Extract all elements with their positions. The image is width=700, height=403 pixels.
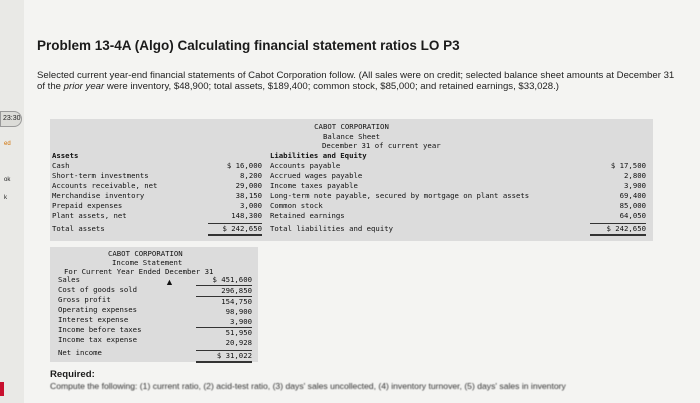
- bs-date: December 31 of current year: [322, 141, 441, 150]
- income-value: 296,850: [196, 285, 252, 296]
- income-values: [196, 275, 252, 363]
- liability-label: Long-term note payable, secured by mortgage on plant assets: [270, 191, 530, 200]
- liability-label: Accrued wages payable: [270, 171, 363, 180]
- required-text: Compute the following: (1) current ratio, (2) acid-test ratio, (3) days' sales uncollected, (4) inventory turnover, (5) days' sales in inventory: [50, 381, 566, 391]
- income-value: 98,900: [225, 307, 252, 316]
- problem-title: Problem 13-4A (Algo) Calculating financial statement ratios LO P3: [37, 38, 460, 53]
- assets-heading: Assets: [52, 151, 79, 160]
- income-label: Income before taxes: [58, 325, 142, 334]
- liability-value: 3,900: [624, 181, 646, 190]
- asset-label: Merchandise inventory: [52, 191, 145, 200]
- income-label: Interest expense: [58, 315, 129, 324]
- intro-text-2: were inventory, $48,900; total assets, $189,400; common stock, $85,000; and retained earnings, $33,028.): [104, 81, 559, 92]
- total-assets-label: Total assets: [52, 224, 105, 233]
- assets-labels: [52, 151, 157, 234]
- liabilities-heading: Liabilities and Equity: [270, 151, 367, 160]
- intro-text-1: Selected current year-end financial statements of Cabot Corporation follow. (All sales were on credit; selected balance sheet amounts at December 31 of the: [37, 70, 675, 92]
- net-income-value: $ 31,022: [196, 350, 252, 363]
- total-liabilities-value: $ 242,650: [590, 223, 646, 236]
- asset-label: Short-term investments: [52, 171, 149, 180]
- asset-label: Prepaid expenses: [52, 201, 123, 210]
- income-value: $ 451,600: [212, 275, 252, 284]
- liability-value: 2,800: [624, 171, 646, 180]
- total-assets-value: $ 242,650: [208, 223, 262, 236]
- liability-value: 69,400: [619, 191, 646, 200]
- total-liabilities-label: Total liabilities and equity: [270, 224, 394, 233]
- sidebar-label-1[interactable]: ed: [4, 141, 11, 147]
- income-value: 20,928: [225, 338, 252, 347]
- balance-sheet-header: [50, 122, 653, 151]
- is-period: For Current Year Ended December 31: [64, 267, 214, 276]
- income-value: 154,750: [196, 296, 252, 307]
- income-label: Cost of goods sold: [58, 285, 138, 294]
- required-heading: Required:: [50, 369, 95, 380]
- asset-label: Accounts receivable, net: [52, 181, 158, 190]
- income-label: Sales: [58, 275, 80, 284]
- income-labels: [58, 275, 141, 358]
- liability-label: Common stock: [270, 201, 323, 210]
- mouse-cursor-icon: ▲: [165, 277, 174, 287]
- liability-label: Accounts payable: [270, 161, 341, 170]
- problem-intro: [37, 70, 677, 92]
- asset-value: 148,300: [231, 211, 262, 220]
- asset-value: 8,200: [240, 171, 262, 180]
- is-title: Income Statement: [112, 258, 183, 267]
- timer-tab[interactable]: 23:30: [0, 111, 22, 127]
- asset-value: 29,000: [235, 181, 262, 190]
- income-statement-header: [50, 249, 258, 276]
- balance-sheet: [50, 119, 653, 241]
- asset-value: 3,000: [240, 201, 262, 210]
- is-company: CABOT CORPORATION: [108, 249, 183, 258]
- sidebar-marker: [0, 382, 4, 396]
- assets-values: [208, 161, 262, 236]
- asset-value: 38,150: [235, 191, 262, 200]
- sidebar-label-3[interactable]: k: [4, 195, 7, 201]
- liability-value: $ 17,500: [610, 161, 646, 170]
- asset-label: Plant assets, net: [52, 211, 127, 220]
- asset-value: $ 16,000: [226, 161, 262, 170]
- sidebar-label-2[interactable]: ok: [4, 177, 11, 183]
- bs-company: CABOT CORPORATION: [314, 122, 389, 131]
- income-label: Gross profit: [58, 295, 111, 304]
- liability-label: Income taxes payable: [270, 181, 358, 190]
- asset-label: Cash: [52, 161, 70, 170]
- liability-value: 85,000: [619, 201, 646, 210]
- intro-italic: prior year: [63, 81, 105, 92]
- liability-value: 64,050: [619, 211, 646, 220]
- bs-title: Balance Sheet: [322, 131, 381, 141]
- liability-label: Retained earnings: [270, 211, 345, 220]
- income-value: 3,900: [230, 317, 252, 326]
- liabilities-labels: [270, 151, 529, 234]
- income-statement: [50, 247, 258, 362]
- income-label: Operating expenses: [58, 305, 138, 314]
- left-sidebar: [0, 0, 24, 403]
- liabilities-values: [590, 161, 646, 236]
- income-label: Income tax expense: [58, 335, 138, 344]
- net-income-label: Net income: [58, 348, 102, 357]
- income-value: 51,950: [196, 327, 252, 338]
